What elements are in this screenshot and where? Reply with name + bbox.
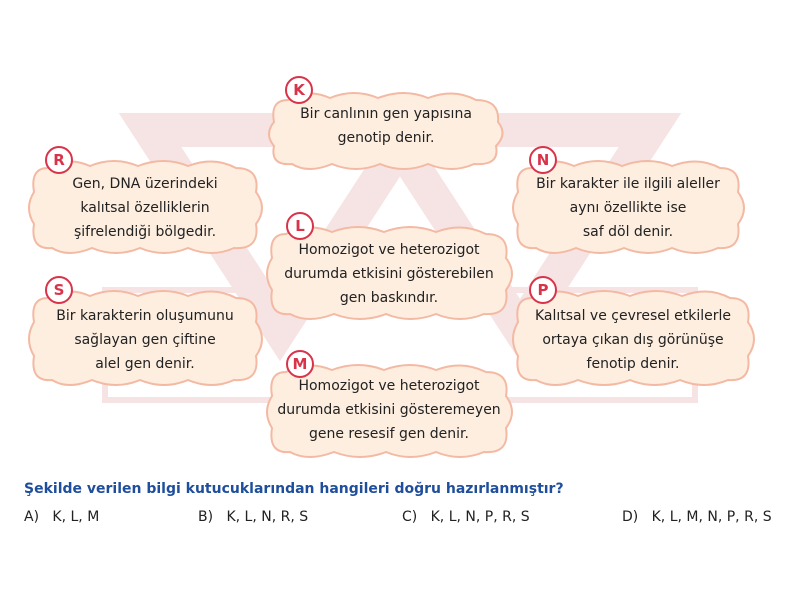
card-m-text: Homozigot ve heterozigot durumda etkisini gösteremeyen gene resesif gen denir. <box>277 378 501 442</box>
option-d-label: D) <box>622 509 639 525</box>
info-card-m <box>266 355 512 460</box>
info-card-n <box>512 151 744 256</box>
option-a-label: A) <box>24 509 40 525</box>
question-text: Şekilde verilen bilgi kutucuklarından hangileri doğru hazırlanmıştır? <box>24 481 564 497</box>
option-b-label: B) <box>198 509 214 525</box>
badge-s: S <box>45 276 73 304</box>
option-a-text: K, L, M <box>52 509 100 525</box>
info-card-s <box>28 281 262 388</box>
option-c-label: C) <box>402 509 418 525</box>
badge-m: M <box>286 350 314 378</box>
badge-l: L <box>286 212 314 240</box>
badge-r: R <box>45 146 73 174</box>
option-d[interactable] <box>622 509 772 525</box>
info-card-k <box>268 81 504 170</box>
option-b-text: K, L, N, R, S <box>226 509 309 525</box>
option-d-text: K, L, M, N, P, R, S <box>651 509 772 525</box>
badge-k: K <box>285 76 313 104</box>
info-card-p <box>512 281 754 388</box>
card-l-text: Homozigot ve heterozigot durumda etkisini gösterebilen gen baskındır. <box>284 242 494 306</box>
card-p-text: Kalıtsal ve çevresel etkilerle ortaya çıkan dış görünüşe fenotip denir. <box>534 308 732 372</box>
option-c-text: K, L, N, P, R, S <box>430 509 530 525</box>
badge-n: N <box>529 146 557 174</box>
info-card-l <box>266 217 512 322</box>
badge-p: P <box>529 276 557 304</box>
card-k-text: Bir canlının gen yapısına genotip denir. <box>300 106 472 146</box>
option-a[interactable] <box>24 509 99 525</box>
info-card-r <box>28 151 262 256</box>
card-s-text: Bir karakterin oluşumunu sağlayan gen çiftine alel gen denir. <box>56 308 234 372</box>
card-n-text: Bir karakter ile ilgili aleller aynı özellikte ise saf döl denir. <box>536 176 720 240</box>
card-r-text: Gen, DNA üzerindeki kalıtsal özelliklerin şifrelendiği bölgedir. <box>72 176 218 240</box>
option-b[interactable] <box>198 509 308 525</box>
option-c[interactable] <box>402 509 530 525</box>
